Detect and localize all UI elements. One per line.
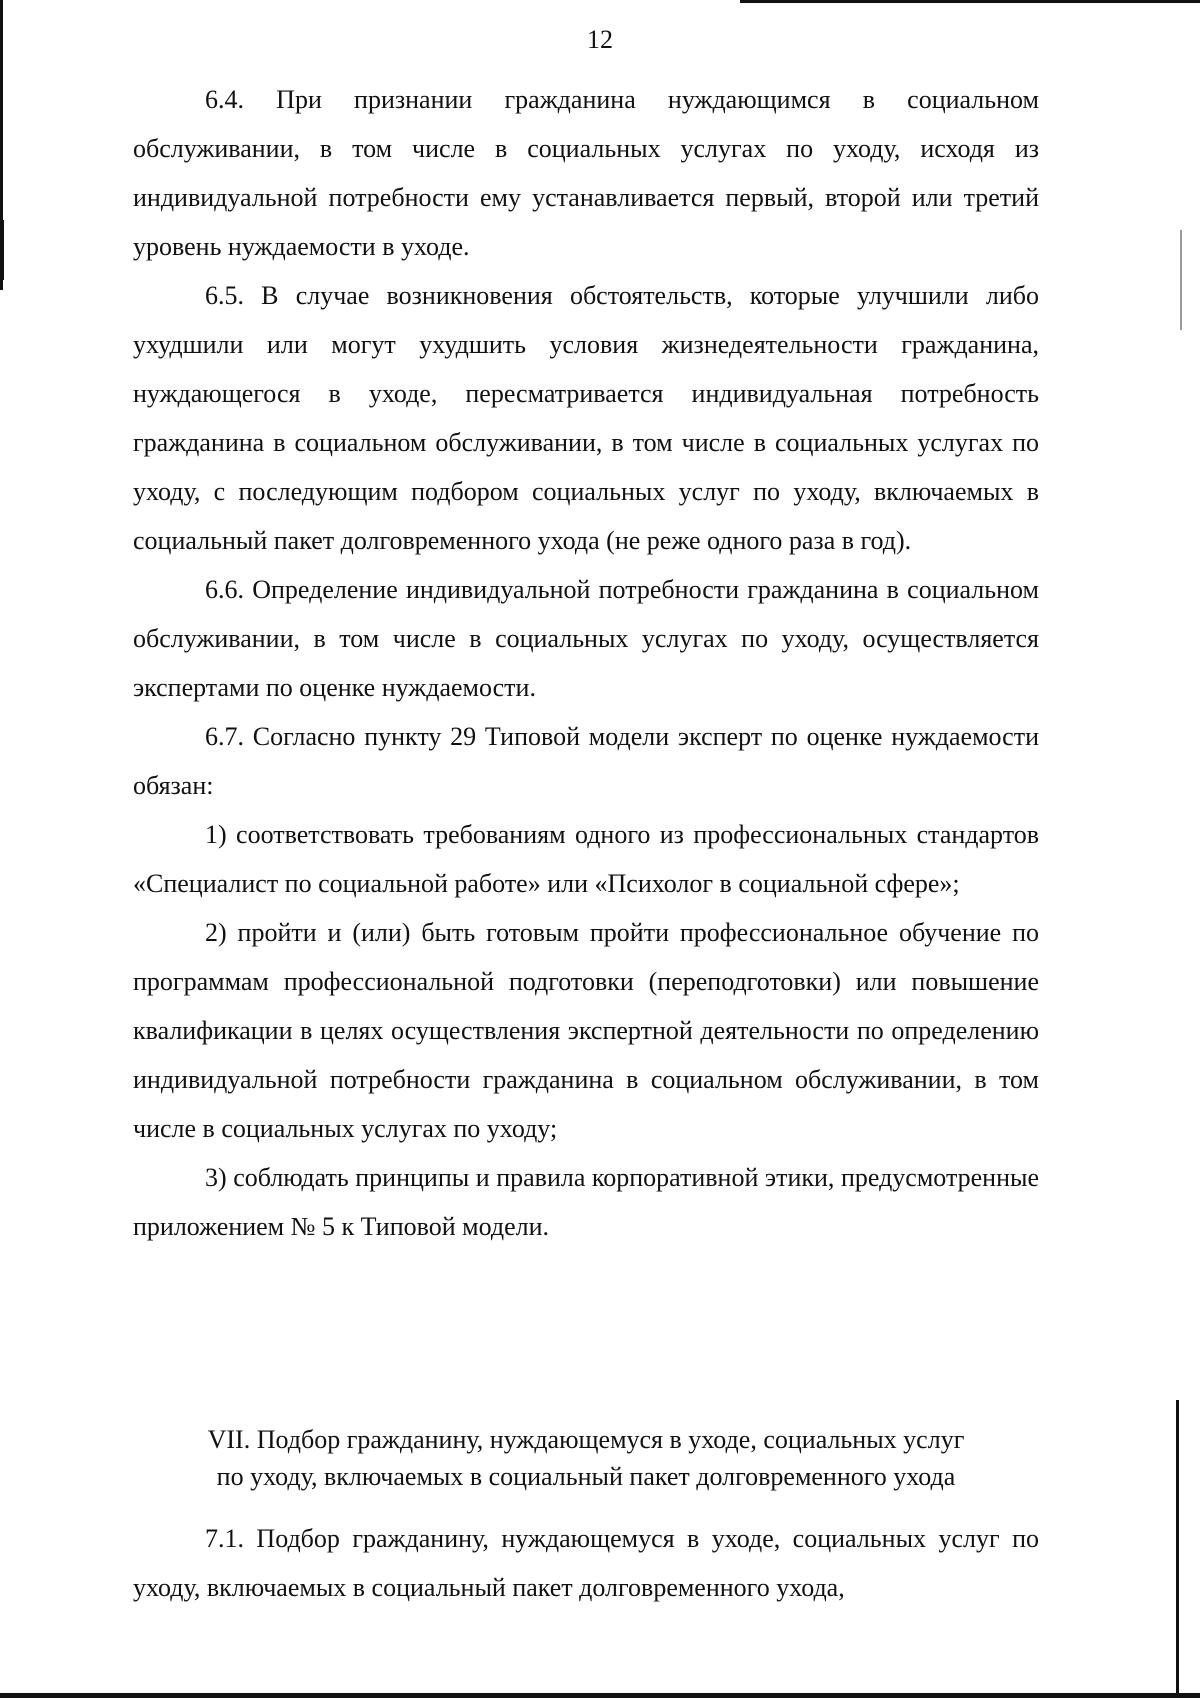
page-number: 12 — [587, 25, 613, 54]
section-heading-line-2: по уходу, включаемых в социальный пакет долговременного ухода — [216, 1462, 956, 1491]
list-item-1: 1) соответствовать требованиям одного из профессиональных стандартов «Специалист по социальной работе» или «Психолог в социальной сфере»; — [133, 820, 1039, 898]
section-heading-line-1: VII. Подбор гражданину, нуждающемуся в уходе, социальных услуг — [207, 1425, 965, 1454]
paragraph-6-7: 6.7. Согласно пункту 29 Типовой модели эксперт по оценке нуждаемости обязан: — [133, 722, 1039, 800]
paragraph-6-6: 6.6. Определение индивидуальной потребности гражданина в социальном обслуживании, в том числе в социальных услугах по уходу, осуществляется экспертами по оценке нуждаемости. — [133, 575, 1039, 702]
scan-edge-artifact — [1180, 230, 1182, 330]
paragraph-6-4: 6.4. При признании гражданина нуждающимся в социальном обслуживании, в том числе в социальных услугах по уходу, исходя из индивидуальной потребности ему устанавливается первый, второй или третий уровень нуждаемости в уходе. — [133, 85, 1039, 261]
scan-edge-artifact — [740, 0, 1200, 3]
list-item-3: 3) соблюдать принципы и правила корпоративной этики, предусмотренные приложением № 5 к Типовой модели. — [133, 1163, 1039, 1241]
scan-edge-artifact — [0, 220, 4, 280]
paragraph-6-5: 6.5. В случае возникновения обстоятельств, которые улучшили либо ухудшили или могут ухудшить условия жизнедеятельности гражданина, нуждающегося в уходе, пересматривается индивидуальная потребность гражданина в социальном обслуживании, в том числе в социальных услугах по уходу, с последующим подбором социальных услуг по уходу, включаемых в социальный пакет долговременного ухода (не реже одного раза в год). — [133, 281, 1039, 555]
section-body-text — [133, 1514, 1039, 1612]
paragraph-7-1: 7.1. Подбор гражданину, нуждающемуся в уходе, социальных услуг по уходу, включаемых в социальный пакет долговременного ухода, — [133, 1524, 1039, 1602]
body-text — [133, 75, 1039, 1251]
list-item-2: 2) пройти и (или) быть готовым пройти профессиональное обучение по программам профессиональной подготовки (переподготовки) или повышение квалификации в целях осуществления экспертной деятельности по определению индивидуальной потребности гражданина в социальном обслуживании, в том числе в социальных услугах по уходу; — [133, 918, 1039, 1143]
scan-edge-artifact — [1176, 1400, 1179, 1698]
section-heading — [133, 1421, 1039, 1495]
scan-edge-artifact — [0, 1693, 1200, 1698]
